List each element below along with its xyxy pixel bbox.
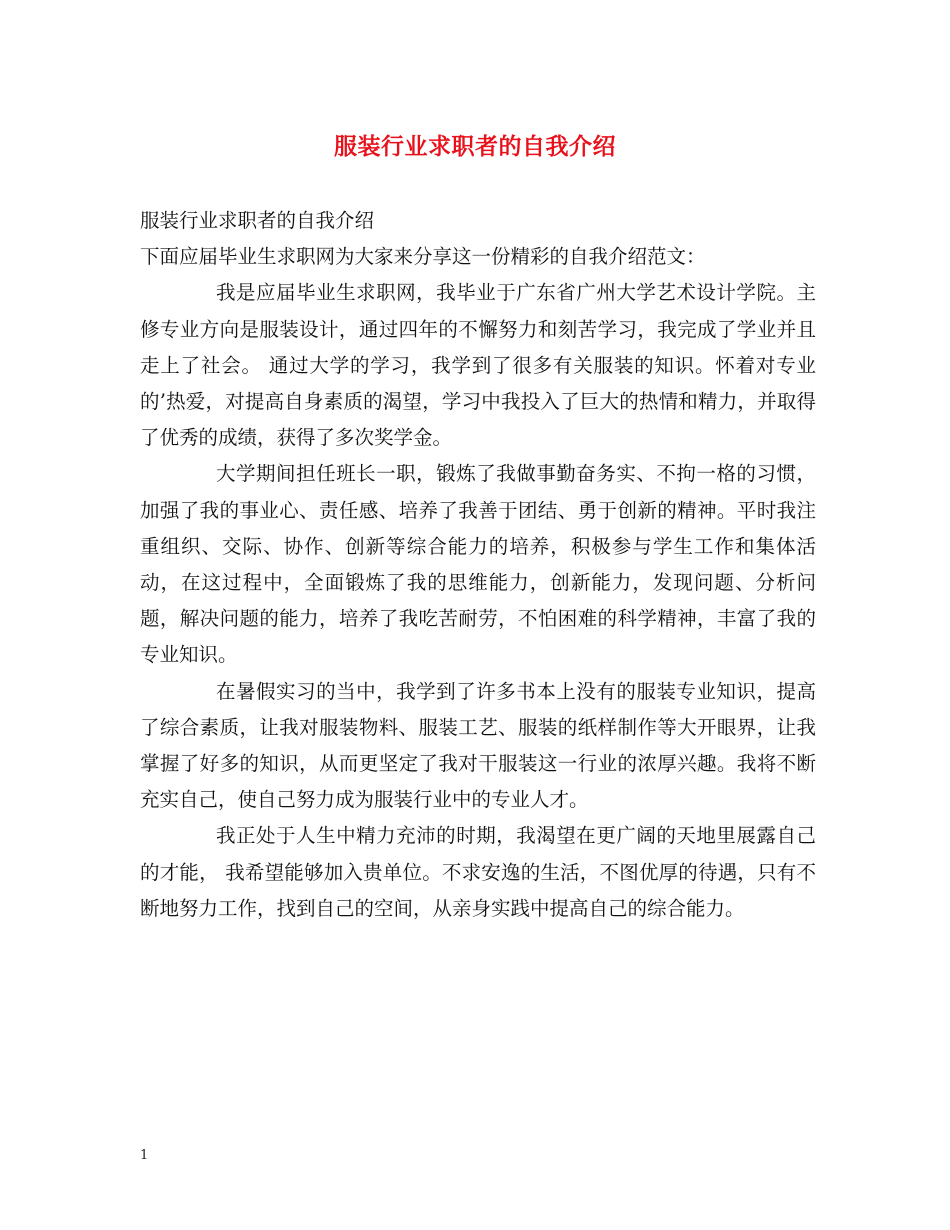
paragraph-aspiration: 我正处于人生中精力充沛的时期，我渴望在更广阔的天地里展露自己的才能， 我希望能够加入贵单位。不求安逸的生活，不图优厚的待遇，只有不断地努力工作，找到自己的空间，从亲身实践中提高自己的综合能力。 xyxy=(140,824,816,920)
document-body xyxy=(140,203,816,927)
paragraph-monitor: 大学期间担任班长一职，锻炼了我做事勤奋务实、不拘一格的习惯，加强了我的事业心、责任感、培养了我善于团结、勇于创新的精神。平时我注重组织、交际、协作、创新等综合能力的培养，积极参与学生工作和集体活动，在这过程中，全面锻炼了我的思维能力，创新能力，发现问题、分析问题，解决问题的能力，培养了我吃苦耐劳，不怕困难的科学精神，丰富了我的专业知识。 xyxy=(140,462,816,667)
paragraph-subtitle: 服装行业求职者的自我介绍 xyxy=(140,209,375,232)
document-title: 服装行业求职者的自我介绍 xyxy=(334,133,616,160)
paragraph-education: 我是应届毕业生求职网，我毕业于广东省广州大学艺术设计学院。主修专业方向是服装设计，通过四年的不懈努力和刻苦学习，我完成了学业并且走上了社会。 通过大学的学习，我学到了很多有关服装的知识。怀着对专业的’热爱，对提高自身素质的渴望，学习中我投入了巨大的热情和精力，并取得了优秀的成绩，获得了多次奖学金。 xyxy=(140,281,816,450)
paragraph-intro: 下面应届毕业生求职网为大家来分享这一份精彩的自我介绍范文： xyxy=(140,245,706,269)
page-number: 1 xyxy=(140,1148,149,1163)
paragraph-internship: 在暑假实习的当中，我学到了许多书本上没有的服装专业知识，提高了综合素质，让我对服装物料、服装工艺、服装的纸样制作等大开眼界，让我掌握了好多的知识，从而更坚定了我对干服装这一行业的浓厚兴趣。我将不断充实自己，使自己努力成为服装行业中的专业人才。 xyxy=(140,679,816,812)
